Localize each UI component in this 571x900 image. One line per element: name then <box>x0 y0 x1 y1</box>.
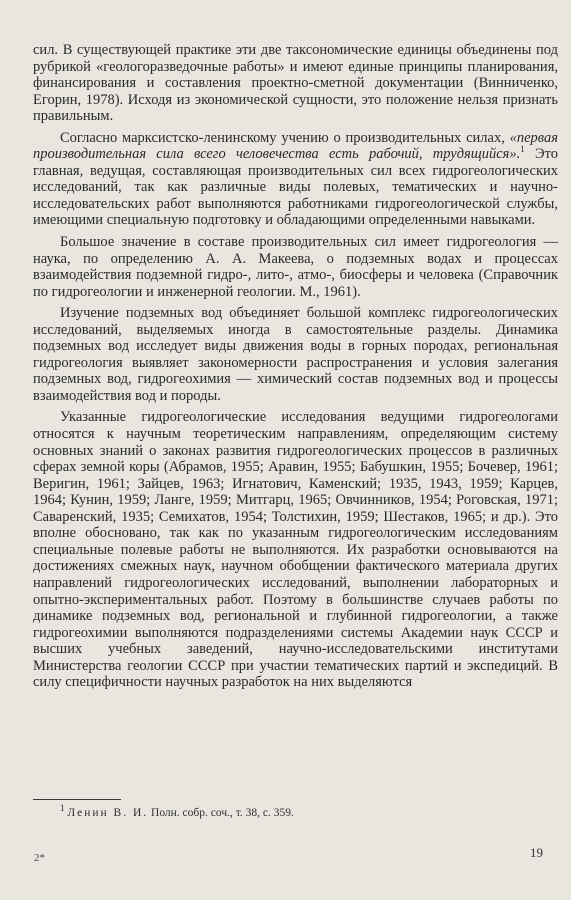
paragraph-2 <box>33 130 558 229</box>
main-text <box>33 42 558 696</box>
footnote-divider <box>33 799 121 800</box>
page-number: 19 <box>530 845 543 860</box>
footnote-author: Ленин В. И. <box>67 807 149 819</box>
lenin-quote: «первая производительная сила всего человечества есть рабочий, трудящийся». <box>33 129 558 163</box>
footnote-mark: 1 <box>60 803 65 814</box>
footnote <box>60 803 294 820</box>
paragraph-4: Изучение подземных вод объединяет большой комплекс гидрогеологических исследований, выделяемых иногда в самостоятельные разделы. Динамика подземных вод исследует виды движения воды в горных породах, региональная гидрогеология выявляет закономерности распространения и условия залегания подземных вод, гидрогеохимия — химический состав подземных вод и процессы взаимодействия вод и породы. <box>33 305 558 404</box>
signature-mark: 2* <box>34 852 45 864</box>
footnote-text: Полн. собр. соч., т. 38, с. 359. <box>148 807 294 819</box>
paragraph-2-lead: Согласно марксистско-ленинскому учению о производительных силах, <box>60 129 510 146</box>
paragraph-5: Указанные гидрогеологические исследования ведущими гидрогеологами относятся к научным теоретическим направлениям, определяющим систему основных знаний о законах развития гидрогеологических процессов в различных сферах земной коры (Абрамов, 1955; Аравин, 1955; Бабушкин, 1955; Бочевер, 1961; Веригин, 1961; Зайцев, 1963; Игнатович, Каменский; 1935, 1943, 1959; Карцев, 1964; Кунин, 1959; Ланге, 1959; Митгарц, 1965; Овчинников, 1954; Роговская, 1971; Саваренский, 1935; Семихатов, 1954; Толстихин, 1959; Шестаков, 1965; и др.). Это вполне обосновано, так как по указанным гидрогеологическим исследованиям специальные полевые работы не выполняются. Их разработки основываются на достижениях смежных наук, научном обобщении фактического материала других направлений гидрогеологических исследований, выполнении лабораторных и опытно-экспериментальных работ. Поэтому в большинстве случаев работы по динамике подземных вод, региональной и глубинной гидрогеологии, а также гидрогеохимии выполняются подразделениями системы Академии наук СССР и высших учебных заведений, научно-исследовательскими институтами Министерства геологии СССР при участии тематических партий и экспедиций. В силу специфичности научных разработок на них выделяются <box>33 409 558 691</box>
footnote-reference[interactable]: 1 <box>520 144 525 155</box>
paragraph-1: сил. В существующей практике эти две таксономические единицы объединены под рубрикой «геологоразведочные работы» и имеют единые принципы планирования, финансирования и составления проектно-сметной документации (Винниченко, Егорин, 1978). Исходя из экономической сущности, это положение нельзя признать правильным. <box>33 42 558 125</box>
paragraph-2-tail: Это главная, ведущая, составляющая производительных сил всех гидрогеологических исследований, так как различные виды полевых, тематических и научно-исследовательских работ выполняются работниками гидрогеологической службы, имеющими специальную подготовку и обладающими определенными навыками. <box>33 146 559 229</box>
paragraph-3: Большое значение в составе производительных сил имеет гидрогеология — наука, по определению А. А. Макеева, о подземных водах и процессах взаимодействия подземной гидро-, лито-, атмо-, биосферы и человека (Справочник по гидрогеологии и инженерной геологии. М., 1961). <box>33 234 558 300</box>
